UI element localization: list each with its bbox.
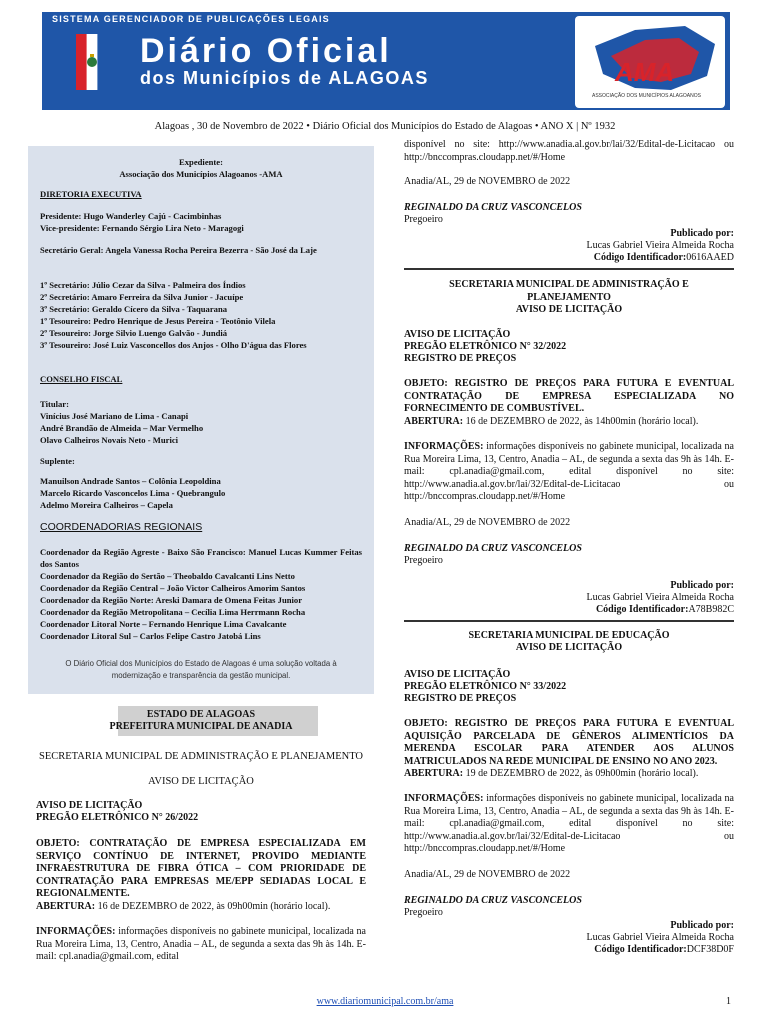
page-number: 1 — [726, 996, 731, 1007]
pregao-number-3: PREGÃO ELETRÔNICO N° 33/2022 — [404, 681, 567, 692]
registro-label-2: REGISTRO DE PREÇOS — [404, 353, 517, 364]
alagoas-flag-icon — [76, 34, 108, 90]
suplente-item: Manuilson Andrade Santos – Colônia Leopoldina — [40, 476, 221, 486]
aviso-label: AVISO DE LICITAÇÃO — [36, 800, 143, 811]
aviso-subtitle-3: AVISO DE LICITAÇÃO — [515, 642, 623, 653]
abertura-text: 16 de DEZEMBRO de 2022, às 09h00min (horário local). — [95, 901, 331, 912]
prefeitura-title: PREFEITURA MUNICIPAL DE ANADIA — [109, 721, 293, 732]
role-2: Pregoeiro — [404, 555, 443, 566]
abertura-label: ABERTURA: — [36, 901, 96, 912]
objeto-text-3: OBJETO: REGISTRO DE PREÇOS PARA FUTURA E EVENTUAL AQUISIÇÃO PARCELADA DE GÊNEROS ALIMENTÍCIOS DA MERENDA ESCOLAR PARA ATENDER AOS ALUNOS MATRICULADOS NA REDE MUNICIPAL DE ENSINO NO ANO 2023. — [404, 718, 734, 767]
ama-logo-caption: ASSOCIAÇÃO DOS MUNICÍPIOS ALAGOANOS — [592, 93, 701, 99]
abertura-paragraph-2 — [404, 416, 734, 429]
section-divider-1 — [404, 268, 734, 270]
informacoes-text: informações disponíveis no gabinete municipal, localizada na Rua Moreira Lima, 13, Centro, Anadia – AL, de segunda a sexta das 9h às 14h. E-mail: cpl.anadia@gmail.com, edital — [36, 926, 366, 962]
objeto-text: OBJETO: CONTRATAÇÃO DE EMPRESA ESPECIALIZADA EM SERVIÇO CONTÍNUO DE INTERNET, PROVIDO MEDIANTE INFRAESTRUTURA DE FIBRA ÓTICA – COM PRIORIDADE DE CONTRATAÇÃO PARA EMPRESAS ME/EPP SEDIADAS LOCAL E REGIONALMENTE. — [36, 838, 366, 899]
informacoes-paragraph-3 — [404, 793, 734, 856]
informacoes-text-3: informações disponíveis no gabinete municipal, localizada na Rua Moreira Lima, 13, Centro, Anadia – AL, de segunda a sexta das 9h às 14h. E-mail: cpl.anadia@gmail.com, edital disponível no site: http://www.anadia.al.gov.br/lai/32/Edital-de-Licitacao ou http://bnccompras.cloudapp.net/#/Home — [404, 793, 734, 854]
officers-list — [40, 279, 362, 351]
coordenador-item: Coordenador da Região Agreste - Baixo São Francisco: Manuel Lucas Kummer Feitas dos Santos — [40, 547, 362, 569]
secretaria-title-2: SECRETARIA MUNICIPAL DE ADMINISTRAÇÃO E PLANEJAMENTO — [449, 279, 689, 303]
abertura-text-2: 16 de DEZEMBRO de 2022, às 14h00min (horário local). — [463, 416, 699, 427]
suplentes-list — [40, 475, 362, 511]
role-3: Pregoeiro — [404, 907, 443, 918]
newspaper-subtitle: dos Municípios de ALAGOAS — [140, 68, 429, 88]
signer-1: REGINALDO DA CRUZ VASCONCELOS — [404, 202, 582, 213]
informacoes-label: INFORMAÇÕES: — [36, 926, 116, 937]
identifier-label-1: Código Identificador: — [593, 252, 687, 263]
identifier-code-1: 0616AAED — [686, 252, 734, 263]
vice-presidente: Vice-presidente: Fernando Sérgio Lira Neto - Maragogi — [40, 223, 244, 233]
aviso-label-2: AVISO DE LICITAÇÃO — [404, 329, 511, 340]
identifier-1 — [404, 252, 734, 265]
registro-label-3: REGISTRO DE PREÇOS — [404, 693, 517, 704]
identifier-label-3: Código Identificador: — [594, 944, 687, 955]
titular-item: Vinícius José Mariano de Lima - Canapi — [40, 411, 189, 421]
abertura-label-3: ABERTURA: — [404, 768, 464, 779]
publisher-name-2: Lucas Gabriel Vieira Almeida Rocha — [586, 592, 734, 603]
titulares-list — [40, 410, 362, 446]
estado-title: ESTADO DE ALAGOAS — [146, 709, 256, 720]
coordenadorias-heading: COORDENADORIAS REGIONAIS — [40, 521, 203, 533]
abertura-label-2: ABERTURA: — [404, 416, 464, 427]
officer-item: 1º Tesoureiro: Pedro Henrique de Jesus Pereira - Teotônio Vilela — [40, 316, 276, 326]
pregao-number: PREGÃO ELETRÔNICO N° 26/2022 — [36, 812, 199, 823]
officer-item: 3º Secretário: Geraldo Cícero da Silva - Taquarana — [40, 304, 228, 314]
identifier-label-2: Código Identificador: — [595, 604, 689, 615]
identifier-code-2: A78B982C — [688, 604, 734, 615]
secretario-geral: Secretário Geral: Angela Vanessa Rocha Pereira Bezerra - São José da Laje — [40, 245, 317, 255]
section-divider-2 — [404, 620, 734, 622]
identifier-code-3: DCF38D0F — [686, 944, 734, 955]
secretaria-title: SECRETARIA MUNICIPAL DE ADMINISTRAÇÃO E PLANEJAMENTO — [39, 751, 363, 762]
officer-item: 2º Tesoureiro: Jorge Silvio Luengo Galvão - Jundiá — [40, 328, 228, 338]
suplente-label: Suplente: — [40, 456, 75, 466]
informacoes-label-2: INFORMAÇÕES: — [404, 441, 484, 452]
secretaria-title-3: SECRETARIA MUNICIPAL DE EDUCAÇÃO — [468, 630, 670, 641]
role-1: Pregoeiro — [404, 214, 443, 225]
abertura-text-3: 19 de DEZEMBRO de 2022, às 09h00min (horário local). — [463, 768, 699, 779]
date-line-3: Anadia/AL, 29 de NOVEMBRO de 2022 — [404, 869, 571, 880]
informacoes-paragraph-2 — [404, 441, 734, 504]
informacoes-paragraph — [36, 926, 366, 964]
abertura-paragraph-3 — [404, 768, 734, 781]
ama-logo-text: AMA — [615, 57, 675, 87]
presidente: Presidente: Hugo Wanderley Cajú - Cacimbinhas — [40, 211, 222, 221]
expediente-title: Expediente: — [179, 157, 223, 167]
coordenador-item: Coordenador da Região do Sertão – Theobaldo Cavalcanti Lins Netto — [40, 571, 295, 581]
suplente-item: Adelmo Moreira Calheiros – Capela — [40, 500, 173, 510]
officer-item: 2º Secretário: Amaro Ferreira da Silva Junior - Jacuípe — [40, 292, 244, 302]
expediente-footer-note: O Diário Oficial dos Municípios do Estado de Alagoas é uma solução voltada à modernização e transparência da gestão municipal. — [65, 659, 337, 680]
system-label: SISTEMA GERENCIADOR DE PUBLICAÇÕES LEGAIS — [52, 14, 330, 24]
coordenador-item: Coordenador da Região Norte: Areski Damara de Omena Feitas Junior — [40, 595, 303, 605]
publisher-name-1: Lucas Gabriel Vieira Almeida Rocha — [586, 240, 734, 251]
footer-website-link[interactable]: www.diariomunicipal.com.br/ama — [316, 996, 454, 1007]
suplente-item: Marcelo Ricardo Vasconcelos Lima - Quebrangulo — [40, 488, 226, 498]
signer-3: REGINALDO DA CRUZ VASCONCELOS — [404, 895, 582, 906]
coordenador-item: Coordenador Litoral Sul – Carlos Felipe Castro Jatobá Lins — [40, 631, 261, 641]
expediente-org: Associação dos Municípios Alagoanos -AMA — [119, 169, 283, 179]
pregao-number-2: PREGÃO ELETRÔNICO N° 32/2022 — [404, 341, 567, 352]
coordenadores-list — [40, 546, 362, 642]
conselho-heading: CONSELHO FISCAL — [40, 374, 123, 384]
coordenador-item: Coordenador Litoral Norte – Fernando Henrique Lima Cavalcante — [40, 619, 287, 629]
date-line-1: Anadia/AL, 29 de NOVEMBRO de 2022 — [404, 176, 571, 187]
aviso-title: AVISO DE LICITAÇÃO — [148, 776, 254, 787]
date-line-2: Anadia/AL, 29 de NOVEMBRO de 2022 — [404, 517, 571, 528]
continued-text: disponível no site: http://www.anadia.al.gov.br/lai/32/Edital-de-Licitacao ou http://bnccompras.cloudapp.net/#/Home — [404, 139, 734, 163]
titular-item: Olavo Calheiros Novais Neto - Murici — [40, 435, 179, 445]
objeto-text-2: OBJETO: REGISTRO DE PREÇOS PARA FUTURA E EVENTUAL CONTRATAÇÃO DE EMPRESA ESPECIALIZADA NO FORNECIMENTO DE COMBUSTÍVEL. — [404, 378, 734, 414]
aviso-subtitle-2: AVISO DE LICITAÇÃO — [515, 304, 623, 315]
published-by-label-2: Publicado por: — [670, 580, 734, 591]
officer-item: 1º Secretário: Júlio Cezar da Silva - Palmeira dos Índios — [40, 280, 246, 290]
newspaper-title: Diário Oficial — [140, 32, 392, 70]
informacoes-label-3: INFORMAÇÕES: — [404, 793, 484, 804]
diretoria-heading: DIRETORIA EXECUTIVA — [40, 189, 142, 199]
informacoes-text-2: informações disponíveis no gabinete municipal, localizada na Rua Moreira Lima, 13, Centro, Anadia – AL, de segunda a sexta das 9h às 14h. E-mail: cpl.anadia@gmail.com, edital disponível no site: http://www.anadia.al.gov.br/lai/32/Edital-de-Licitacao ou http://bnccompras.cloudapp.net/#/Home — [404, 441, 734, 502]
identifier-2 — [404, 604, 734, 617]
officer-item: 3º Tesoureiro: José Luiz Vasconcellos dos Anjos - Olho D'água das Flores — [40, 340, 307, 350]
signer-2: REGINALDO DA CRUZ VASCONCELOS — [404, 543, 582, 554]
abertura-paragraph — [36, 901, 366, 914]
coordenador-item: Coordenador da Região Central – João Victor Calheiros Amorim Santos — [40, 583, 306, 593]
titular-label: Titular: — [40, 399, 69, 409]
publisher-name-3: Lucas Gabriel Vieira Almeida Rocha — [586, 932, 734, 943]
titular-item: André Brandão de Almeida – Mar Vermelho — [40, 423, 204, 433]
published-by-label-3: Publicado por: — [670, 920, 734, 931]
published-by-label-1: Publicado por: — [670, 228, 734, 239]
aviso-label-3: AVISO DE LICITAÇÃO — [404, 669, 511, 680]
identifier-3 — [404, 944, 734, 957]
edition-dateline: Alagoas , 30 de Novembro de 2022 • Diário Oficial dos Municípios do Estado de Alagoas • ANO X | Nº 1932 — [154, 121, 616, 132]
coordenador-item: Coordenador da Região Metropolitana – Cecília Lima Herrmann Rocha — [40, 607, 306, 617]
